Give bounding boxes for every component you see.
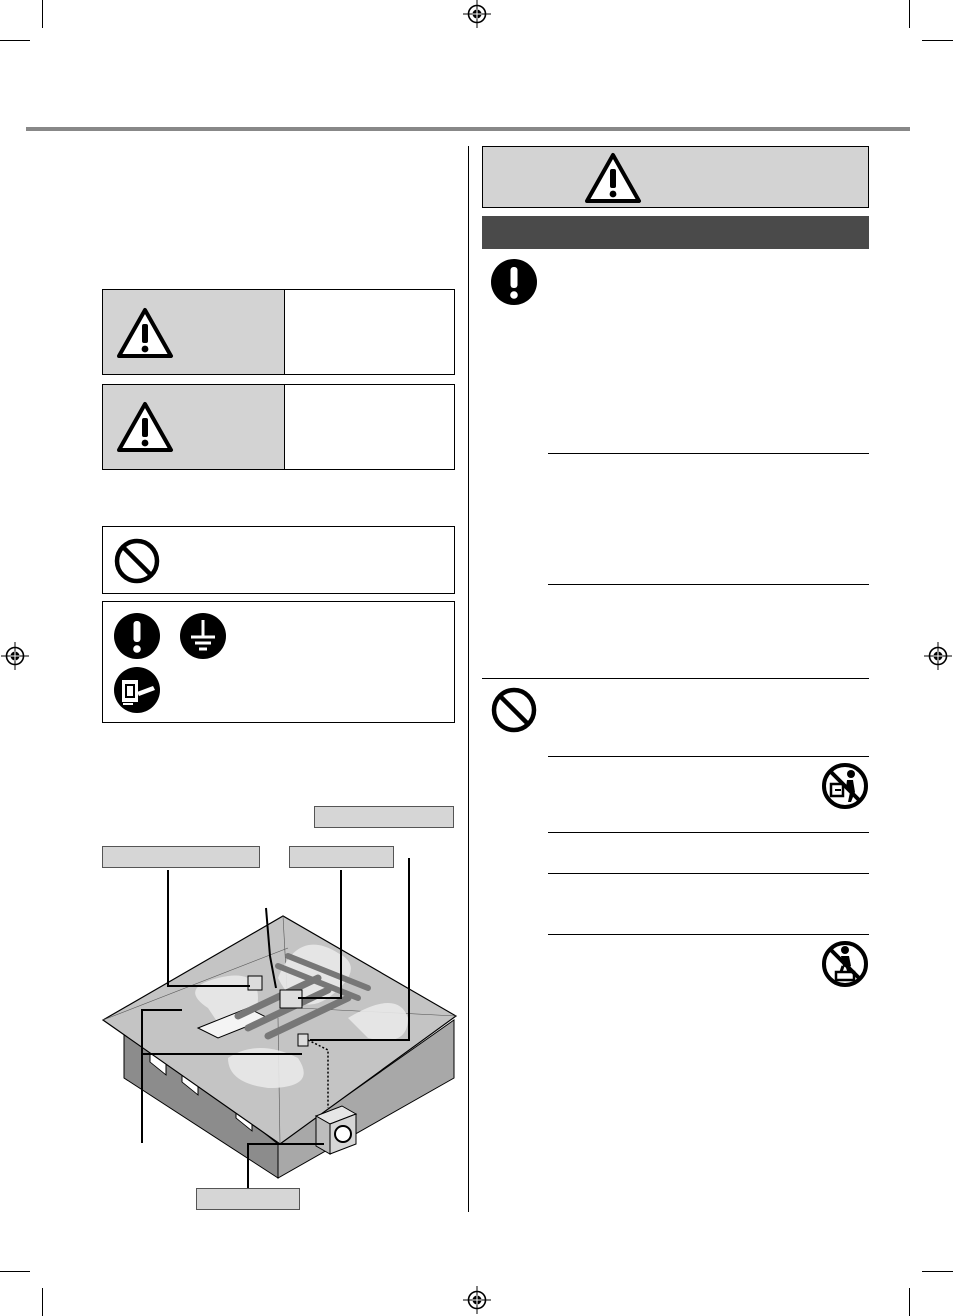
crop-mark [0, 40, 30, 41]
earth-ground-icon [179, 612, 227, 660]
diagram-label-box [314, 806, 454, 828]
warning-triangle-icon [115, 400, 175, 454]
item-divider [548, 873, 869, 874]
crop-mark [922, 1271, 953, 1272]
no-touch-icon [821, 762, 869, 810]
prohibited-symbol-box [102, 526, 455, 594]
header-rule [26, 127, 910, 131]
unplug-power-icon [113, 666, 161, 714]
crop-mark [42, 1288, 43, 1316]
mandatory-symbol-box [102, 601, 455, 723]
warning-triangle-icon [583, 151, 643, 205]
prohibited-icon [490, 686, 538, 734]
prohibited-icon [113, 537, 161, 585]
registration-mark-icon [1, 642, 29, 670]
crop-mark [909, 1288, 910, 1316]
item-divider [548, 584, 869, 585]
warning-level-box [102, 289, 455, 375]
item-divider [548, 832, 869, 833]
item-divider [548, 453, 869, 454]
registration-mark-icon [463, 1286, 491, 1314]
column-divider [468, 146, 469, 1212]
mandatory-exclamation-icon [490, 258, 538, 306]
mandatory-exclamation-icon [113, 612, 161, 660]
crop-mark [42, 0, 43, 28]
section-divider [482, 678, 869, 679]
crop-mark [909, 0, 910, 28]
caution-level-box [102, 384, 455, 470]
warning-header-banner [482, 146, 869, 208]
registration-mark-icon [924, 642, 952, 670]
installation-diagram [98, 858, 462, 1198]
no-step-icon [821, 940, 869, 988]
warning-triangle-icon [115, 306, 175, 360]
item-divider [548, 756, 869, 757]
registration-mark-icon [463, 0, 491, 28]
section-bar [482, 216, 869, 249]
crop-mark [0, 1271, 30, 1272]
item-divider [548, 934, 869, 935]
crop-mark [922, 40, 953, 41]
